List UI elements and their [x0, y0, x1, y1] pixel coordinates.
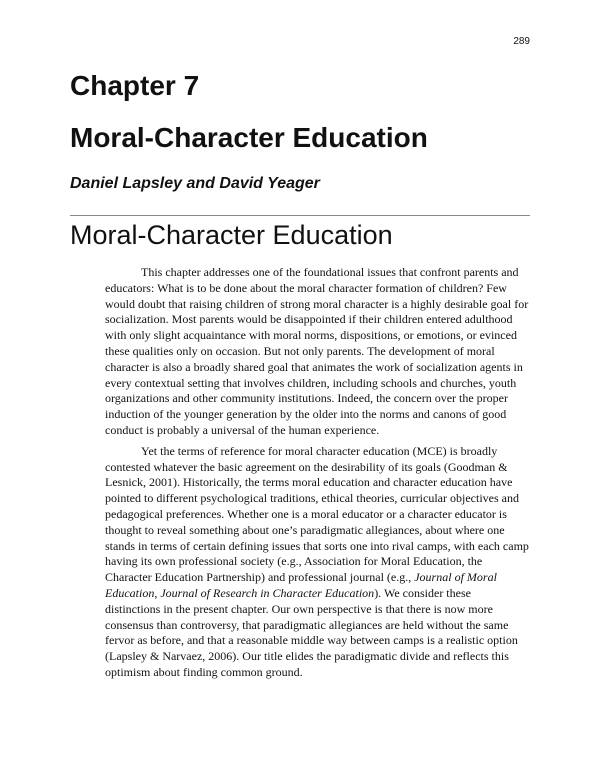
chapter-title: Moral-Character Education — [70, 122, 428, 153]
paragraph-2 — [105, 444, 529, 681]
paragraph-2-text-b: ). We consider these distinctions in the present chapter. Our own perspective is that there is now more consensus than controversy, that paradigmatic allegiances are held without the same fervor as before, and that a reasonable middle way between camps is a realistic option (Lapsley & Narvaez, 2006). Our title elides the paradigmatic divide and reflects this optimism about finding common ground. — [105, 585, 518, 679]
body-text — [105, 265, 529, 686]
section-heading: Moral-Character Education — [70, 220, 393, 250]
paragraph-2-text-a: Yet the terms of reference for moral character education (MCE) is broadly contested whatever the basic agreement on the desirability of its goals (Goodman & Lesnick, 2001). Historically, the terms moral education and character education have pointed to different psychological traditions, ethical theories, curricular objectives and pedagogical preferences. Whether one is a moral educator or a character educator is thought to reveal something about one’s paradigmatic allegiances, about where one stands in terms of certain defining issues that sorts one into rival camps, with each camp having its own professional society (e.g., Association for Moral Education, the Character Education Partnership) and professional journal (e.g., — [105, 443, 529, 585]
page-number: 289 — [513, 36, 530, 47]
journal-titles: Journal of Moral Education, Journal of Research in Character Education — [105, 570, 497, 600]
authors: Daniel Lapsley and David Yeager — [70, 175, 320, 192]
chapter-label: Chapter 7 — [70, 70, 200, 101]
paragraph-1: This chapter addresses one of the foundational issues that confront parents and educators: What is to be done about the moral character formation of children? Few would doubt that raising children of strong moral character is a highly desirable goal for socialization. Most parents would be disappointed if their children entered adulthood with only slight acquaintance with moral norms, dispositions, or emotions, or evinced these qualities only on occasion. But not only parents. The development of moral character is also a broadly shared goal that animates the work of socialization agents in every contextual setting that involves children, including schools and churches, youth organizations and other community institutions. Indeed, the concern over the proper induction of the younger generation by the older into the norms and canons of good conduct is probably a universal of the human experience. — [105, 265, 529, 437]
heading-divider — [70, 215, 530, 216]
